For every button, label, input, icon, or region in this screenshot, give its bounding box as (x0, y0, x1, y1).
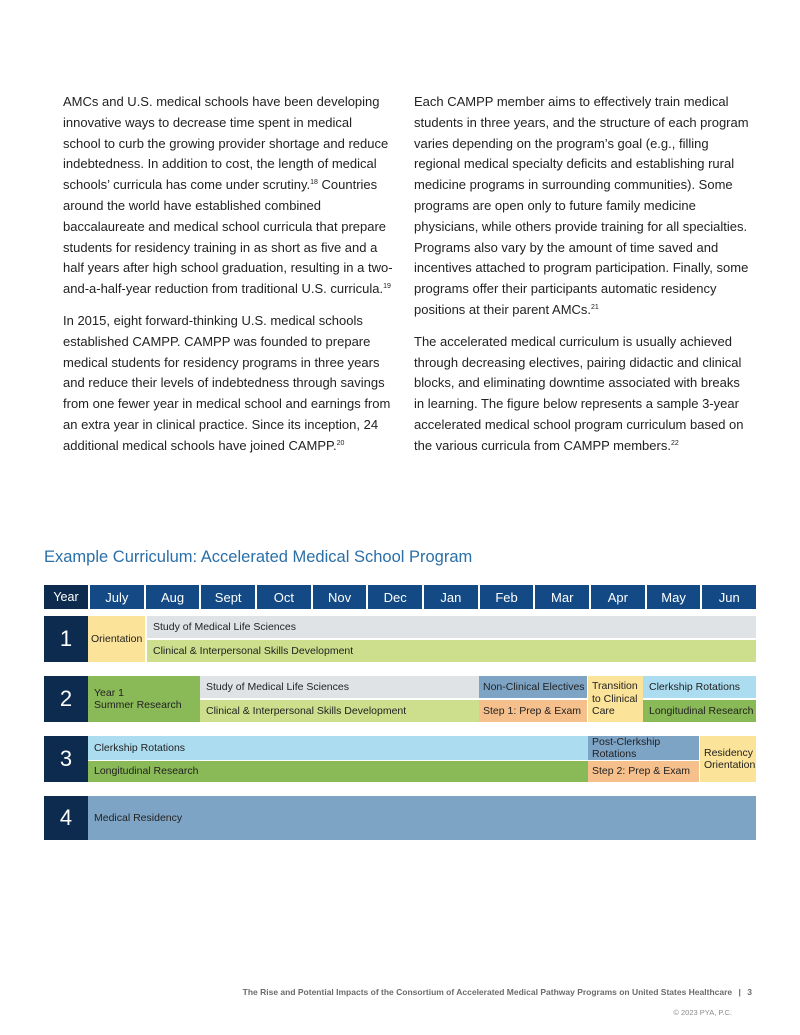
year-3-number: 3 (44, 736, 88, 782)
left-paragraph-1: AMCs and U.S. medical schools have been developing innovative ways to decrease time spent in medical school to curb the growing provider shortage and reduce indebtedness. In addition to cost, the length of medical schools’ curricula has come under scrutiny.$^{18}$ Countries around the world have established combined baccalaureate and medical school curricula that prepare students for residency training in as short as five and a half years after high school graduation, resulting in a two-and-a-half-year reduction from traditional U.S. curricula.$^{19}$ (63, 94, 393, 297)
year3-post-clerkship-block: Post-Clerkship Rotations (588, 736, 699, 760)
month-header: Apr (589, 585, 645, 609)
footnote-ref: 18 (310, 179, 318, 187)
footnote-ref: 20 (336, 439, 345, 447)
month-header: Aug (144, 585, 200, 609)
month-header: May (645, 585, 701, 609)
month-header: Nov (311, 585, 367, 609)
year4-residency-block: Medical Residency (88, 796, 756, 840)
month-header: Feb (478, 585, 534, 609)
year3-longitudinal-block: Longitudinal Research (88, 761, 588, 782)
footnote-ref: 22 (670, 439, 679, 447)
summer-research-line1: Year 1 (94, 686, 124, 699)
year2-summer-research-block (88, 676, 200, 722)
footnote-ref: 21 (591, 303, 599, 311)
month-header-bar (44, 585, 756, 609)
summer-research-line2: Summer Research (94, 699, 182, 711)
page-footer (243, 987, 752, 997)
footnote-ref: 19 (383, 283, 391, 291)
month-header: Jun (700, 585, 756, 609)
month-header: Mar (533, 585, 589, 609)
year3-residency-orientation-block: Residency Orientation (700, 736, 756, 782)
running-title: The Rise and Potential Impacts of the Consortium of Accelerated Medical Pathway Programs on United States Healthcare (242, 987, 733, 997)
year1-orientation-block: Orientation (88, 616, 145, 662)
year-4-number: 4 (44, 796, 88, 840)
year2-step1-block: Step 1: Prep & Exam (479, 700, 587, 722)
year2-electives-block: Non-Clinical Electives (479, 676, 587, 698)
figure-title: Example Curriculum: Accelerated Medical School Program (44, 548, 473, 566)
right-paragraph-1: Each CAMPP member aims to effectively train medical students in three years, and the structure of each program varies depending on the program’s goal (e.g., filling regional medical specialty deficits and establishing rural medicine programs in surrounding communities). Some programs are open only to future family medicine physicians, while others provide training for all specialties. Programs also vary by the amount of time saved and incentives attached to program participation. Finally, some programs offer their participants automatic residency positions at their parent AMCs.$^{21}$ (414, 94, 749, 317)
year3-clerkship-block: Clerkship Rotations (88, 736, 588, 760)
year-2-number: 2 (44, 676, 88, 722)
year2-longitudinal-block: Longitudinal Research (643, 700, 756, 722)
left-paragraph-2: In 2015, eight forward-thinking U.S. medical schools established CAMPP. CAMPP was founded to prepare medical students for residency programs in three years and reduce their levels of indebtedness through savings from one fewer year in medical school and earnings from an extra year in clinical practice. Since its inception, 24 additional medical schools have joined CAMPP.$^{20}$ (63, 312, 391, 453)
year1-life-sciences-block: Study of Medical Life Sciences (147, 616, 756, 638)
right-text-column (414, 92, 749, 468)
right-paragraph-2: The accelerated medical curriculum is usually achieved through decreasing electives, pairing didactic and clinical blocks, and eliminating downtime associated with breaks in learning. The figure below represents a sample 3-year accelerated medical school program curriculum based on the various curricula from CAMPP members.$^{22}$ (414, 333, 744, 453)
year2-life-sciences-block: Study of Medical Life Sciences (200, 676, 479, 698)
page-number: 3 (747, 987, 752, 997)
year-column-header: Year (44, 585, 88, 609)
year-1-number: 1 (44, 616, 88, 662)
footer-separator: | (738, 987, 741, 997)
month-header: Jan (422, 585, 478, 609)
month-header: Oct (255, 585, 311, 609)
year2-transition-block: Transition to Clinical Care (588, 676, 643, 722)
year2-clerkship-block: Clerkship Rotations (643, 676, 756, 698)
copyright: © 2023 PYA, P.C. (673, 1008, 732, 1017)
month-header: July (88, 585, 144, 609)
month-header: Dec (366, 585, 422, 609)
year3-step2-block: Step 2: Prep & Exam (588, 761, 699, 782)
month-header: Sept (199, 585, 255, 609)
year2-clinical-skills-block: Clinical & Interpersonal Skills Development (200, 700, 479, 722)
year1-clinical-skills-block: Clinical & Interpersonal Skills Development (147, 640, 756, 662)
left-text-column (63, 92, 393, 468)
